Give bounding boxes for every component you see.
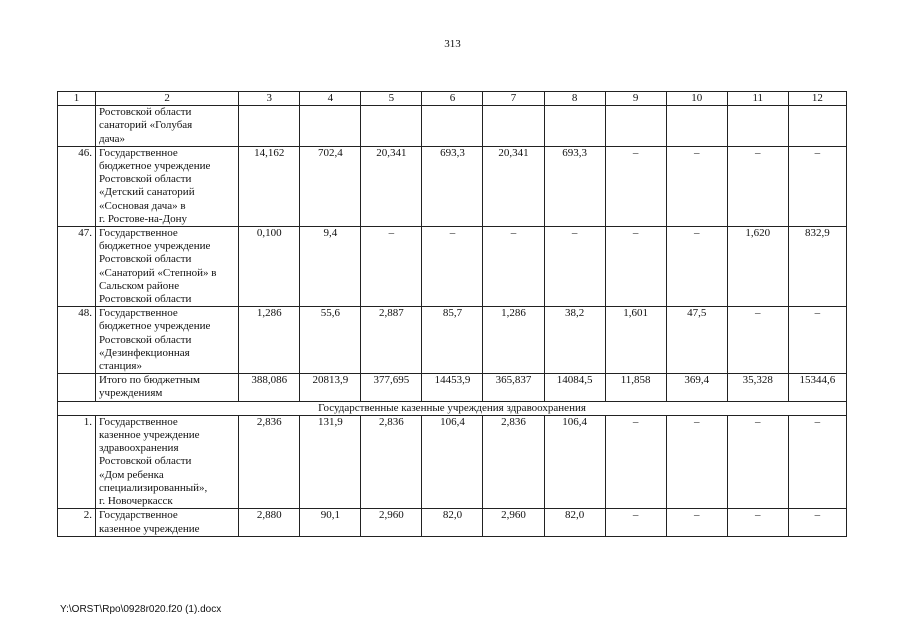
value-cell: 1,286 — [483, 307, 544, 374]
value-cell: 85,7 — [422, 307, 483, 374]
value-cell — [788, 106, 846, 147]
value-cell: – — [788, 509, 846, 536]
value-cell: 131,9 — [300, 415, 361, 508]
value-cell: – — [666, 146, 727, 226]
section-row — [58, 401, 847, 415]
row-number: 48. — [58, 307, 96, 374]
institution-name: Итого по бюджетным учреждениям — [96, 374, 239, 401]
value-cell: – — [727, 307, 788, 374]
value-cell: 388,086 — [239, 374, 300, 401]
value-cell: 14,162 — [239, 146, 300, 226]
value-cell: 0,100 — [239, 227, 300, 307]
value-cell: 20,341 — [483, 146, 544, 226]
value-cell: – — [605, 146, 666, 226]
value-cell: 9,4 — [300, 227, 361, 307]
header-row — [58, 92, 847, 106]
value-cell: 47,5 — [666, 307, 727, 374]
row-number — [58, 106, 96, 147]
value-cell: 1,620 — [727, 227, 788, 307]
row-number — [58, 374, 96, 401]
value-cell — [483, 106, 544, 147]
value-cell: 106,4 — [544, 415, 605, 508]
value-cell: – — [727, 146, 788, 226]
column-header: 7 — [483, 92, 544, 106]
value-cell: 106,4 — [422, 415, 483, 508]
value-cell: 369,4 — [666, 374, 727, 401]
value-cell: 2,836 — [239, 415, 300, 508]
table-row — [58, 146, 847, 226]
table-row — [58, 106, 847, 147]
value-cell: 693,3 — [422, 146, 483, 226]
value-cell: – — [544, 227, 605, 307]
value-cell: – — [483, 227, 544, 307]
row-number: 46. — [58, 146, 96, 226]
institution-name: Государственное казенное учреждение здравоохранения Ростовской области «Дом ребенка специализированный», г. Новочеркасск — [96, 415, 239, 508]
value-cell: 55,6 — [300, 307, 361, 374]
section-title: Государственные казенные учреждения здравоохранения — [58, 401, 847, 415]
value-cell: 15344,6 — [788, 374, 846, 401]
value-cell — [605, 106, 666, 147]
table-row — [58, 307, 847, 374]
column-header: 3 — [239, 92, 300, 106]
value-cell: 2,960 — [483, 509, 544, 536]
table-row — [58, 415, 847, 508]
institution-name: Государственное казенное учреждение — [96, 509, 239, 536]
value-cell: – — [666, 415, 727, 508]
column-header: 4 — [300, 92, 361, 106]
institution-name: Ростовской области санаторий «Голубая дача» — [96, 106, 239, 147]
value-cell: – — [727, 509, 788, 536]
value-cell — [727, 106, 788, 147]
column-header: 11 — [727, 92, 788, 106]
value-cell: – — [788, 146, 846, 226]
value-cell — [666, 106, 727, 147]
file-path-footer: Y:\ORST\Rpo\0928r020.f20 (1).docx — [60, 604, 222, 615]
value-cell: 2,836 — [361, 415, 422, 508]
page-number: 313 — [444, 38, 461, 50]
table-row — [58, 509, 847, 536]
value-cell: – — [666, 509, 727, 536]
value-cell: 693,3 — [544, 146, 605, 226]
column-header: 1 — [58, 92, 96, 106]
value-cell: – — [605, 509, 666, 536]
column-header: 6 — [422, 92, 483, 106]
table-row — [58, 374, 847, 401]
column-header: 10 — [666, 92, 727, 106]
institution-name: Государственное бюджетное учреждение Ростовской области «Детский санаторий «Сосновая дача» в г. Ростове-на-Дону — [96, 146, 239, 226]
data-table — [57, 91, 847, 537]
value-cell: 2,836 — [483, 415, 544, 508]
value-cell: 1,286 — [239, 307, 300, 374]
value-cell: – — [605, 227, 666, 307]
value-cell: 377,695 — [361, 374, 422, 401]
value-cell: – — [422, 227, 483, 307]
value-cell — [544, 106, 605, 147]
value-cell: – — [788, 415, 846, 508]
value-cell: 2,960 — [361, 509, 422, 536]
table-row — [58, 227, 847, 307]
value-cell: 365,837 — [483, 374, 544, 401]
column-header: 2 — [96, 92, 239, 106]
value-cell: 20,341 — [361, 146, 422, 226]
value-cell — [361, 106, 422, 147]
column-header: 8 — [544, 92, 605, 106]
value-cell: – — [666, 227, 727, 307]
value-cell: 14084,5 — [544, 374, 605, 401]
row-number: 47. — [58, 227, 96, 307]
institution-name: Государственное бюджетное учреждение Ростовской области «Дезинфекционная станция» — [96, 307, 239, 374]
value-cell: 2,887 — [361, 307, 422, 374]
value-cell: 38,2 — [544, 307, 605, 374]
value-cell: 702,4 — [300, 146, 361, 226]
row-number: 1. — [58, 415, 96, 508]
value-cell: 90,1 — [300, 509, 361, 536]
column-header: 12 — [788, 92, 846, 106]
value-cell: – — [605, 415, 666, 508]
value-cell: – — [788, 307, 846, 374]
value-cell: 35,328 — [727, 374, 788, 401]
value-cell: 832,9 — [788, 227, 846, 307]
value-cell: 2,880 — [239, 509, 300, 536]
value-cell: 11,858 — [605, 374, 666, 401]
column-header: 5 — [361, 92, 422, 106]
value-cell — [239, 106, 300, 147]
value-cell: 20813,9 — [300, 374, 361, 401]
row-number: 2. — [58, 509, 96, 536]
value-cell: 82,0 — [422, 509, 483, 536]
value-cell: 14453,9 — [422, 374, 483, 401]
institution-name: Государственное бюджетное учреждение Ростовской области «Санаторий «Степной» в Сальском районе Ростовской области — [96, 227, 239, 307]
value-cell — [422, 106, 483, 147]
value-cell: – — [361, 227, 422, 307]
value-cell: 82,0 — [544, 509, 605, 536]
value-cell: 1,601 — [605, 307, 666, 374]
value-cell: – — [727, 415, 788, 508]
column-header: 9 — [605, 92, 666, 106]
value-cell — [300, 106, 361, 147]
